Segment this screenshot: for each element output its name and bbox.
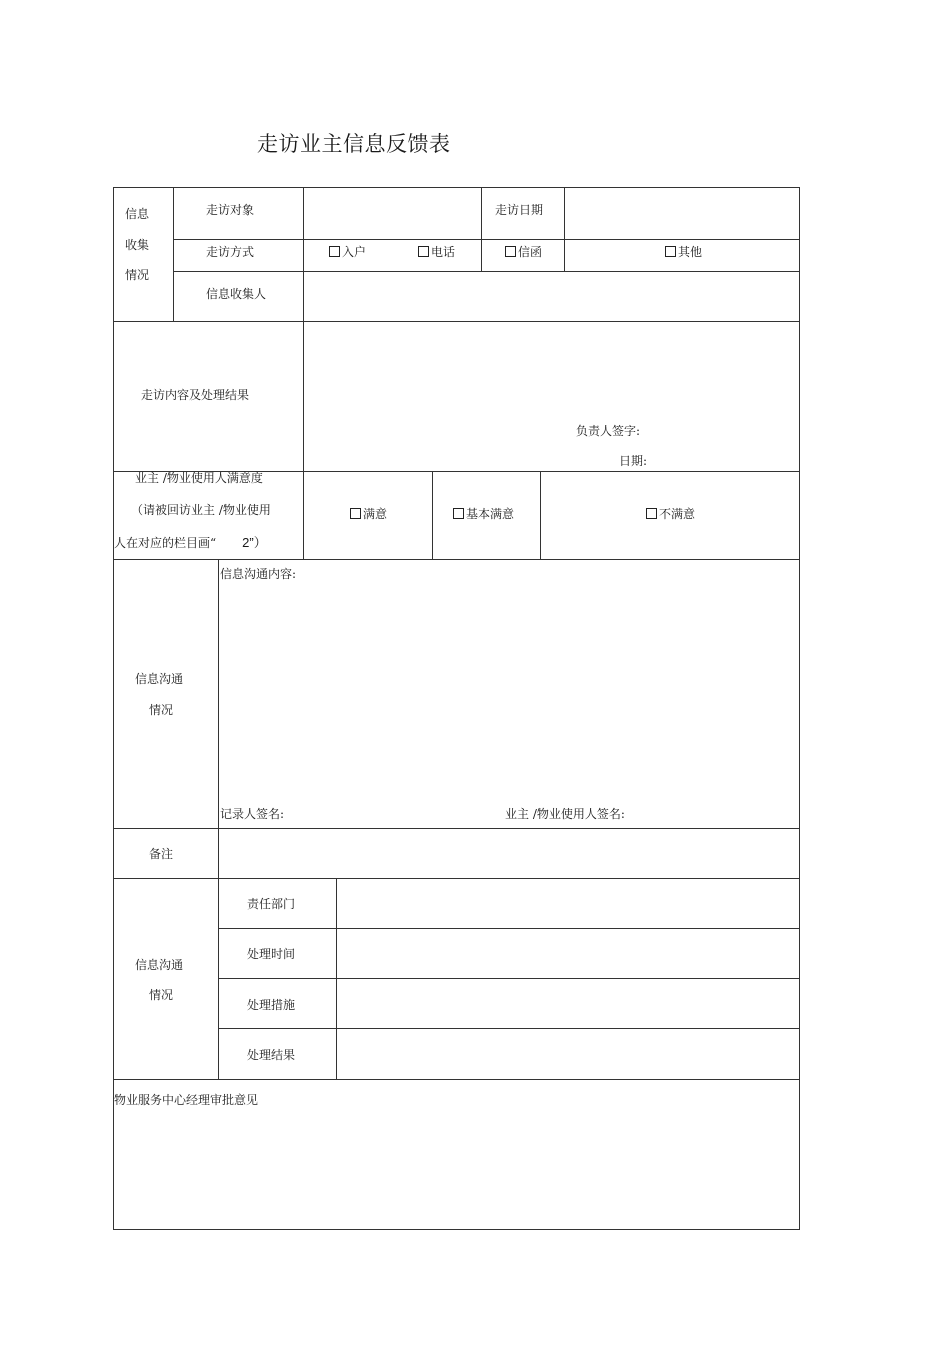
handling-label-2: 情况 <box>149 988 174 1002</box>
result-field[interactable] <box>337 1029 799 1079</box>
satisfaction-label-line1: 业主 /物业使用人满意度 <box>135 471 263 485</box>
visit-target-field[interactable] <box>304 188 481 239</box>
visit-date-label: 走访日期 <box>495 203 544 217</box>
remarks-label: 备注 <box>149 847 174 861</box>
satisfaction-option-satisfied[interactable]: 满意 <box>350 507 387 521</box>
collector-label: 信息收集人 <box>206 287 267 301</box>
handling-row-result: 处理结果 <box>247 1048 296 1062</box>
remarks-field[interactable] <box>219 829 799 878</box>
visit-date-field[interactable] <box>565 188 799 239</box>
visit-method-label: 走访方式 <box>206 245 255 259</box>
approval-label: 物业服务中心经理审批意见 <box>114 1093 259 1107</box>
responsible-signature-label: 负责人签字: <box>576 424 641 438</box>
visit-content-date-label: 日期: <box>619 454 648 468</box>
checkbox-icon <box>418 246 429 257</box>
measures-field[interactable] <box>337 979 799 1028</box>
communication-content-label: 信息沟通内容: <box>220 567 297 581</box>
communication-content-field[interactable] <box>219 585 799 800</box>
info-collect-label-2: 收集 <box>125 238 150 252</box>
handling-row-time: 处理时间 <box>247 947 296 961</box>
handling-row-department: 责任部门 <box>247 897 296 911</box>
satisfaction-option-unsatisfied[interactable]: 不满意 <box>646 507 695 521</box>
collector-field[interactable] <box>304 272 799 321</box>
info-collect-label-1: 信息 <box>125 207 150 221</box>
visit-content-label: 走访内容及处理结果 <box>141 388 250 402</box>
method-option-letter[interactable]: 信函 <box>505 245 542 259</box>
satisfaction-label-line2: （请被回访业主 /物业使用 <box>131 503 271 517</box>
time-field[interactable] <box>337 929 799 978</box>
form-title: 走访业主信息反馈表 <box>257 132 451 156</box>
checkbox-icon <box>453 508 464 519</box>
communication-label-2: 情况 <box>149 703 174 717</box>
satisfaction-label-line3: 人在对应的栏目画“ 2”） <box>114 535 267 550</box>
handling-row-measures: 处理措施 <box>247 998 296 1012</box>
checkbox-icon <box>646 508 657 519</box>
checkbox-icon <box>350 508 361 519</box>
checkbox-icon <box>329 246 340 257</box>
recorder-signature-label: 记录人签名: <box>220 807 285 821</box>
visit-target-label: 走访对象 <box>206 203 255 217</box>
checkbox-icon <box>505 246 516 257</box>
approval-field[interactable] <box>114 1110 799 1228</box>
owner-signature-label: 业主 /物业使用人签名: <box>505 807 625 821</box>
method-option-home[interactable]: 入户 <box>329 245 366 259</box>
satisfaction-option-basic[interactable]: 基本满意 <box>453 507 514 521</box>
method-option-other[interactable]: 其他 <box>665 245 702 259</box>
method-option-phone[interactable]: 电话 <box>418 245 455 259</box>
info-collect-label-3: 情况 <box>125 268 150 282</box>
handling-label-1: 信息沟通 <box>135 958 184 972</box>
department-field[interactable] <box>337 879 799 928</box>
checkbox-icon <box>665 246 676 257</box>
visit-content-field[interactable] <box>304 322 799 471</box>
communication-label-1: 信息沟通 <box>135 672 184 686</box>
